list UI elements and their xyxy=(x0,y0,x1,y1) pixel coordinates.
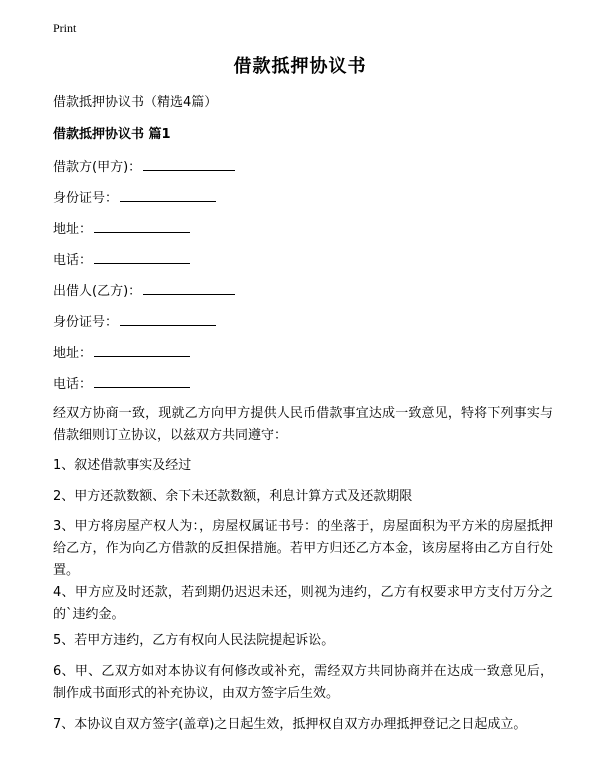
lender-name-label: 出借人(乙方)： xyxy=(53,284,142,299)
lender-phone-blank xyxy=(94,375,190,388)
print-link[interactable]: Print xyxy=(53,21,77,35)
lender-phone-label: 电话： xyxy=(53,377,93,392)
document-title: 借款抵押协议书 xyxy=(233,56,367,77)
lender-id-blank xyxy=(120,313,216,326)
borrower-address-blank xyxy=(94,220,190,233)
borrower-phone-blank xyxy=(94,251,190,264)
intro-paragraph: 经双方协商一致，现就乙方向甲方提供人民币借款事宜达成一致意见，特将下列事实与借款细则订立协议，以兹双方共同遵守： xyxy=(53,406,553,443)
lender-id-row xyxy=(53,313,216,332)
borrower-address-row xyxy=(53,220,190,239)
borrower-name-row xyxy=(53,158,235,177)
lender-name-blank xyxy=(143,282,235,295)
lender-name-row xyxy=(53,282,235,301)
lender-id-label: 身份证号： xyxy=(53,315,119,330)
borrower-id-label: 身份证号： xyxy=(53,191,119,206)
section-heading: 借款抵押协议书 篇1 xyxy=(53,127,171,142)
borrower-address-label: 地址： xyxy=(53,222,93,237)
lender-address-row xyxy=(53,344,190,363)
borrower-name-blank xyxy=(143,158,235,171)
lender-phone-row xyxy=(53,375,190,394)
document-subtitle: 借款抵押协议书（精选4篇） xyxy=(53,95,218,110)
clause-1: 1、叙述借款事实及经过 xyxy=(53,458,192,473)
borrower-phone-label: 电话： xyxy=(53,253,93,268)
borrower-phone-row xyxy=(53,251,190,270)
borrower-id-blank xyxy=(120,189,216,202)
clause-4: 4、甲方应及时还款，若到期仍迟迟未还，则视为违约，乙方有权要求甲方支付万分之的`违约金。 xyxy=(53,585,553,622)
clause-7: 7、本协议自双方签字(盖章)之日起生效，抵押权自双方办理抵押登记之日起成立。 xyxy=(53,717,527,732)
clause-6: 6、甲、乙双方如对本协议有何修改或补充，需经双方共同协商并在达成一致意见后，制作成书面形式的补充协议，由双方签字后生效。 xyxy=(53,664,553,701)
clause-2: 2、甲方还款数额、余下未还款数额，利息计算方式及还款期限 xyxy=(53,489,413,504)
clause-5: 5、若甲方违约，乙方有权向人民法院提起诉讼。 xyxy=(53,633,335,648)
lender-address-label: 地址： xyxy=(53,346,93,361)
borrower-id-row xyxy=(53,189,216,208)
lender-address-blank xyxy=(94,344,190,357)
borrower-name-label: 借款方(甲方)： xyxy=(53,160,142,175)
clause-3: 3、甲方将房屋产权人为：，房屋权属证书号：的坐落于，房屋面积为平方米的房屋抵押给乙方，作为向乙方借款的反担保措施。若甲方归还乙方本金，该房屋将由乙方自行处置。 xyxy=(53,519,553,578)
